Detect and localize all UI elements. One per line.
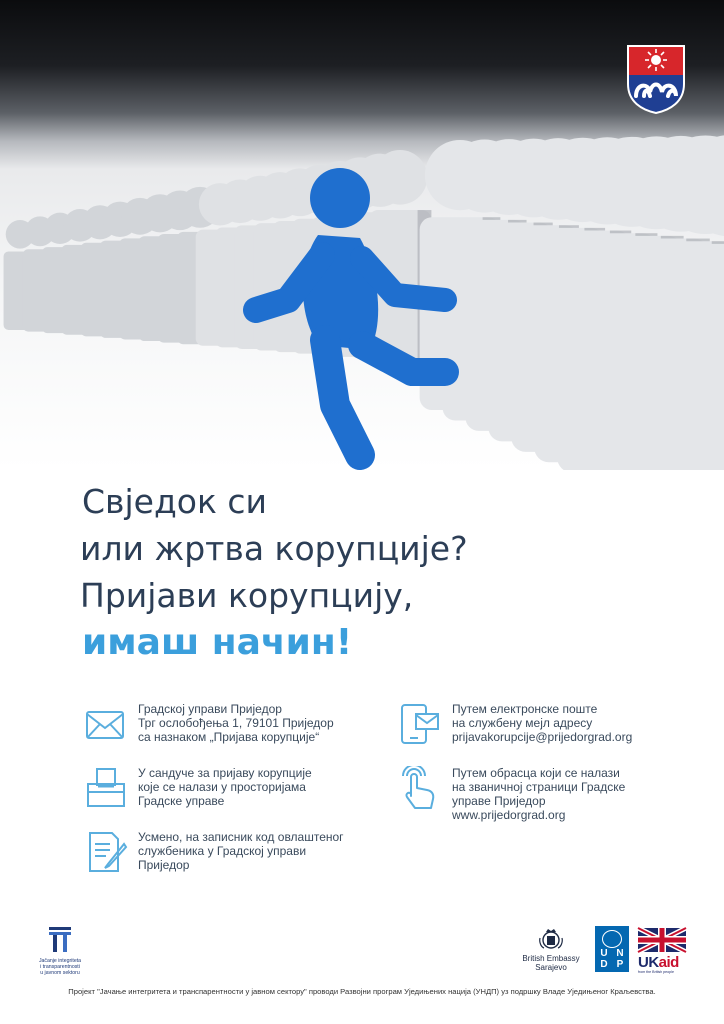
un-globe-icon: [602, 930, 622, 948]
method-line: Усмено, на записник код овлаштеног: [138, 830, 344, 844]
report-method-email: [398, 702, 632, 746]
method-line: Путем електронске поште: [452, 702, 598, 716]
report-method-oral: [84, 830, 344, 874]
crowd-of-figures: [0, 0, 724, 470]
method-email-text: [452, 702, 632, 744]
headline-call-to-action: имаш начин!: [82, 622, 353, 663]
phone-email-icon: [398, 702, 442, 746]
touch-hand-icon: [398, 766, 442, 810]
report-method-mail: [84, 702, 334, 746]
method-line: које се налази у просторијама: [138, 780, 306, 794]
undp-letter: N: [616, 948, 624, 959]
ukaid-tagline: from the British people: [638, 970, 674, 974]
envelope-icon: [84, 702, 128, 746]
method-line: Градске управе: [138, 794, 225, 808]
method-oral-text: [138, 830, 344, 872]
ballot-box-icon: [84, 766, 128, 810]
embassy-city: Sarajevo: [535, 963, 567, 972]
method-box-text: [138, 766, 312, 808]
ukaid-logo: [636, 926, 688, 972]
method-line: управе Приједор: [452, 794, 546, 808]
undp-letter: P: [616, 959, 624, 970]
logo-caption: Jačanje integriteta: [38, 958, 82, 964]
method-line: Приједор: [138, 858, 190, 872]
method-line: Трг ослобођења 1, 79101 Приједор: [138, 716, 334, 730]
tt-monogram-icon: [30, 924, 90, 954]
prijedor-coat-of-arms-icon: [626, 44, 686, 114]
method-web-form-text: [452, 766, 625, 822]
method-line: службеника у Градској управи: [138, 844, 307, 858]
headline-line-1: Свједок си: [82, 482, 267, 521]
project-footnote: Пројект "Јачање интегритета и транспарентности у јавном сектору" проводи Развојни програм Уједињених нација (УНДП) уз подршку Владе Уједињеног Краљевства.: [68, 987, 656, 996]
undp-letter: U: [600, 948, 608, 959]
logo-caption: i transparentnosti: [40, 963, 80, 970]
ukaid-wordmark: UKaid: [638, 954, 679, 971]
report-method-box: [84, 766, 312, 810]
hero-illustration: [0, 0, 724, 470]
headline: [80, 478, 700, 666]
crowd-figure: [672, 135, 724, 470]
integrity-project-logo: [30, 924, 90, 976]
headline-line-2: или жртва корупције?: [80, 529, 468, 568]
method-line: са назнаком „Пријава корупције“: [138, 730, 320, 744]
method-line: Путем обрасца који се налази: [452, 766, 620, 780]
undp-logo: [595, 926, 629, 972]
method-line: на званичној страници Градске: [452, 780, 626, 794]
british-embassy-logo: [516, 928, 586, 972]
method-mail-text: [138, 702, 334, 744]
headline-line-3: Пријави корупцију,: [80, 576, 414, 615]
method-line: У сандуче за пријаву корупције: [138, 766, 312, 780]
report-method-web-form: [398, 766, 625, 822]
email-address[interactable]: prijavakorupcije@prijedorgrad.org: [452, 730, 633, 744]
method-line: Градској управи Приједор: [138, 702, 282, 716]
union-jack-icon: [636, 926, 688, 954]
document-pen-icon: [84, 830, 128, 874]
royal-arms-icon: [538, 928, 564, 952]
embassy-name: British Embassy: [522, 954, 580, 963]
method-line: на службену мејл адресу: [452, 716, 593, 730]
undp-letter: D: [600, 959, 608, 970]
website-link[interactable]: www.prijedorgrad.org: [452, 808, 566, 822]
logo-caption: u javnom sektoru: [40, 969, 80, 976]
